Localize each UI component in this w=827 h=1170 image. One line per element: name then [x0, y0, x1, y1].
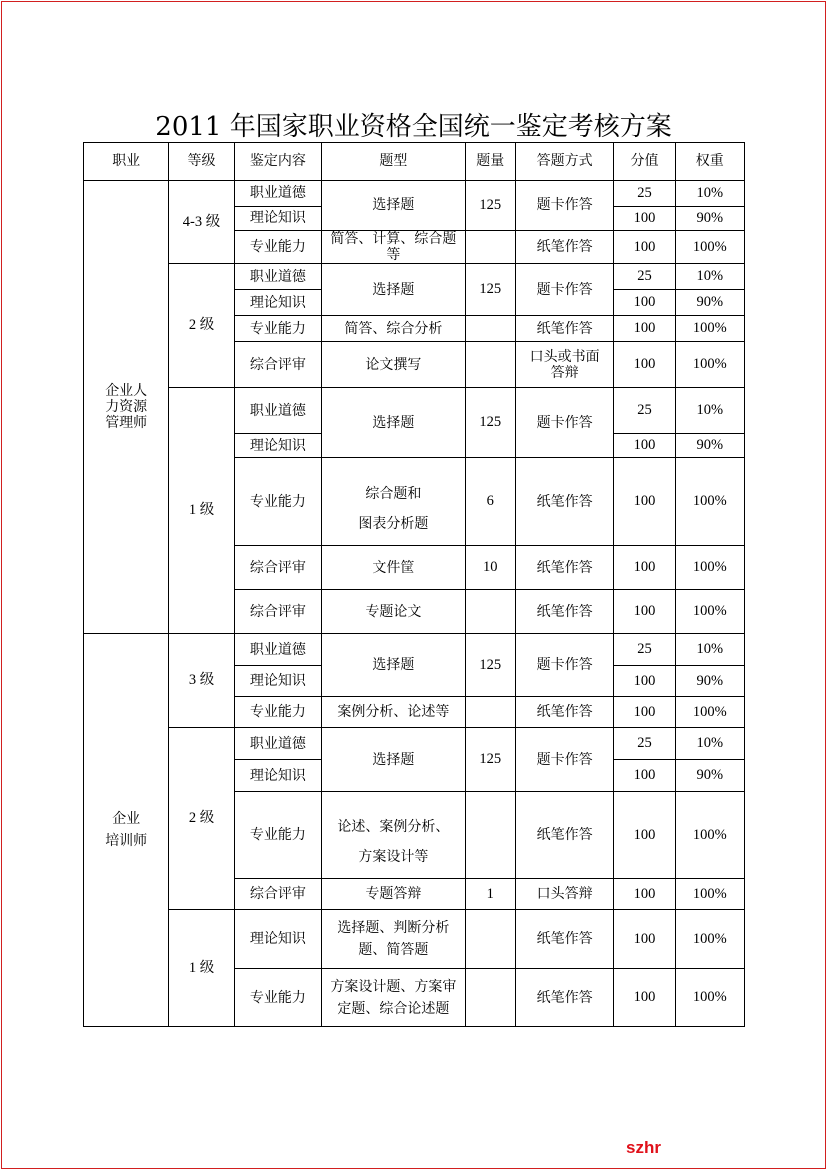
count-cell: 1 — [465, 879, 515, 910]
weight-cell: 10% — [675, 181, 744, 207]
header-row — [84, 143, 745, 181]
score-cell: 25 — [614, 388, 675, 434]
score-cell: 100 — [614, 546, 675, 590]
type-cell: 选择题 — [322, 388, 466, 458]
level-cell: 1 级 — [169, 910, 234, 1027]
weight-cell: 10% — [675, 634, 744, 666]
score-cell: 100 — [614, 666, 675, 697]
score-cell: 100 — [614, 207, 675, 231]
type-cell: 选择题 — [322, 264, 466, 316]
method-cell: 题卡作答 — [515, 634, 613, 697]
content-cell: 理论知识 — [234, 290, 321, 316]
method-cell: 题卡作答 — [515, 264, 613, 316]
level-cell: 2 级 — [169, 728, 234, 910]
type-cell — [322, 969, 466, 1027]
count-cell — [465, 969, 515, 1027]
content-cell: 职业道德 — [234, 634, 321, 666]
method-cell: 纸笔作答 — [515, 546, 613, 590]
method-cell: 纸笔作答 — [515, 231, 613, 264]
content-cell: 专业能力 — [234, 969, 321, 1027]
content-cell: 综合评审 — [234, 342, 321, 388]
score-cell: 100 — [614, 969, 675, 1027]
weight-cell: 100% — [675, 231, 744, 264]
score-cell: 100 — [614, 590, 675, 634]
table-row — [84, 634, 745, 666]
content-cell: 理论知识 — [234, 910, 321, 969]
weight-cell: 100% — [675, 546, 744, 590]
content-cell: 综合评审 — [234, 590, 321, 634]
type-line: 方案设计题、方案审 — [330, 978, 457, 995]
score-cell: 100 — [614, 697, 675, 728]
count-cell — [465, 231, 515, 264]
count-cell: 6 — [465, 458, 515, 546]
method-cell: 纸笔作答 — [515, 316, 613, 342]
type-cell — [322, 792, 466, 879]
type-cell: 专题论文 — [322, 590, 466, 634]
weight-cell: 100% — [675, 910, 744, 969]
method-line: 口头或书面 — [529, 348, 600, 365]
count-cell: 125 — [465, 181, 515, 231]
score-cell: 25 — [614, 728, 675, 760]
type-cell: 选择题 — [322, 181, 466, 231]
method-cell: 口头答辩 — [515, 879, 613, 910]
weight-cell: 100% — [675, 590, 744, 634]
content-cell: 理论知识 — [234, 207, 321, 231]
method-cell: 题卡作答 — [515, 181, 613, 231]
content-cell: 专业能力 — [234, 316, 321, 342]
table-row — [84, 181, 745, 207]
content-cell: 专业能力 — [234, 697, 321, 728]
content-cell: 职业道德 — [234, 728, 321, 760]
type-cell: 案例分析、论述等 — [322, 697, 466, 728]
weight-cell: 90% — [675, 760, 744, 792]
type-cell: 简答、综合分析 — [322, 316, 466, 342]
occupation-line: 企业 — [112, 811, 141, 828]
count-cell: 125 — [465, 634, 515, 697]
header-cell: 等级 — [169, 143, 234, 181]
header-cell: 分值 — [614, 143, 675, 181]
weight-cell: 100% — [675, 458, 744, 546]
table-row — [84, 388, 745, 434]
method-cell — [515, 342, 613, 388]
header-cell: 权重 — [675, 143, 744, 181]
occupation-line: 培训师 — [105, 833, 148, 850]
type-line: 方案设计等 — [358, 849, 429, 866]
content-cell: 综合评审 — [234, 879, 321, 910]
content-cell: 理论知识 — [234, 760, 321, 792]
type-cell: 论文撰写 — [322, 342, 466, 388]
content-cell: 专业能力 — [234, 231, 321, 264]
content-cell: 专业能力 — [234, 792, 321, 879]
content-cell: 综合评审 — [234, 546, 321, 590]
score-cell: 100 — [614, 792, 675, 879]
content-cell: 专业能力 — [234, 458, 321, 546]
weight-cell: 90% — [675, 207, 744, 231]
method-cell: 纸笔作答 — [515, 969, 613, 1027]
header-cell: 题量 — [465, 143, 515, 181]
type-cell: 选择题 — [322, 728, 466, 792]
score-cell: 100 — [614, 879, 675, 910]
table-row — [84, 910, 745, 969]
level-cell: 1 级 — [169, 388, 234, 634]
assessment-table — [83, 142, 745, 1027]
method-cell: 纸笔作答 — [515, 697, 613, 728]
method-cell: 纸笔作答 — [515, 910, 613, 969]
occupation-line: 力资源 — [105, 399, 148, 416]
page-title: 2011 年国家职业资格全国统一鉴定考核方案 — [155, 112, 672, 142]
weight-cell: 100% — [675, 969, 744, 1027]
type-line: 图表分析题 — [358, 515, 429, 532]
table-row — [84, 264, 745, 290]
weight-cell: 10% — [675, 264, 744, 290]
occupation-cell — [84, 181, 169, 634]
method-cell: 纸笔作答 — [515, 458, 613, 546]
score-cell: 25 — [614, 264, 675, 290]
occupation-line: 企业人 — [105, 382, 148, 399]
score-cell: 100 — [614, 434, 675, 458]
content-cell: 职业道德 — [234, 388, 321, 434]
count-cell — [465, 697, 515, 728]
header-cell: 鉴定内容 — [234, 143, 321, 181]
method-cell: 题卡作答 — [515, 388, 613, 458]
type-cell — [322, 910, 466, 969]
header-cell: 职业 — [84, 143, 169, 181]
count-cell: 125 — [465, 388, 515, 458]
content-cell: 理论知识 — [234, 434, 321, 458]
score-cell: 100 — [614, 290, 675, 316]
level-cell: 4-3 级 — [169, 181, 234, 264]
count-cell: 125 — [465, 728, 515, 792]
type-line: 题、简答题 — [358, 942, 429, 959]
level-cell: 3 级 — [169, 634, 234, 728]
count-cell — [465, 910, 515, 969]
content-cell: 理论知识 — [234, 666, 321, 697]
count-cell: 125 — [465, 264, 515, 316]
weight-cell: 10% — [675, 388, 744, 434]
header-cell: 题型 — [322, 143, 466, 181]
table-row — [84, 728, 745, 760]
count-cell: 10 — [465, 546, 515, 590]
score-cell: 100 — [614, 342, 675, 388]
weight-cell: 100% — [675, 342, 744, 388]
weight-cell: 100% — [675, 879, 744, 910]
type-cell: 文件筐 — [322, 546, 466, 590]
footer-watermark: szhr — [626, 1138, 661, 1157]
weight-cell: 90% — [675, 434, 744, 458]
method-line: 答辩 — [550, 364, 579, 381]
type-line: 选择题、判断分析 — [337, 920, 450, 937]
method-cell: 纸笔作答 — [515, 792, 613, 879]
occupation-line: 管理师 — [105, 415, 148, 432]
score-cell: 100 — [614, 458, 675, 546]
method-cell: 纸笔作答 — [515, 590, 613, 634]
weight-cell: 90% — [675, 290, 744, 316]
type-line: 定题、综合论述题 — [337, 1000, 450, 1017]
header-cell: 答题方式 — [515, 143, 613, 181]
weight-cell: 100% — [675, 697, 744, 728]
score-cell: 100 — [614, 910, 675, 969]
weight-cell: 10% — [675, 728, 744, 760]
content-cell: 职业道德 — [234, 181, 321, 207]
type-line: 论述、案例分析、 — [337, 819, 450, 836]
type-cell: 简答、计算、综合题等 — [322, 231, 466, 264]
weight-cell: 100% — [675, 792, 744, 879]
method-cell: 题卡作答 — [515, 728, 613, 792]
score-cell: 100 — [614, 231, 675, 264]
count-cell — [465, 342, 515, 388]
type-cell — [322, 458, 466, 546]
type-cell: 选择题 — [322, 634, 466, 697]
score-cell: 25 — [614, 634, 675, 666]
count-cell — [465, 316, 515, 342]
score-cell: 100 — [614, 760, 675, 792]
level-cell: 2 级 — [169, 264, 234, 388]
content-cell: 职业道德 — [234, 264, 321, 290]
occupation-cell — [84, 634, 169, 1027]
count-cell — [465, 792, 515, 879]
type-cell: 专题答辩 — [322, 879, 466, 910]
score-cell: 100 — [614, 316, 675, 342]
weight-cell: 100% — [675, 316, 744, 342]
count-cell — [465, 590, 515, 634]
weight-cell: 90% — [675, 666, 744, 697]
score-cell: 25 — [614, 181, 675, 207]
type-line: 综合题和 — [365, 485, 422, 502]
